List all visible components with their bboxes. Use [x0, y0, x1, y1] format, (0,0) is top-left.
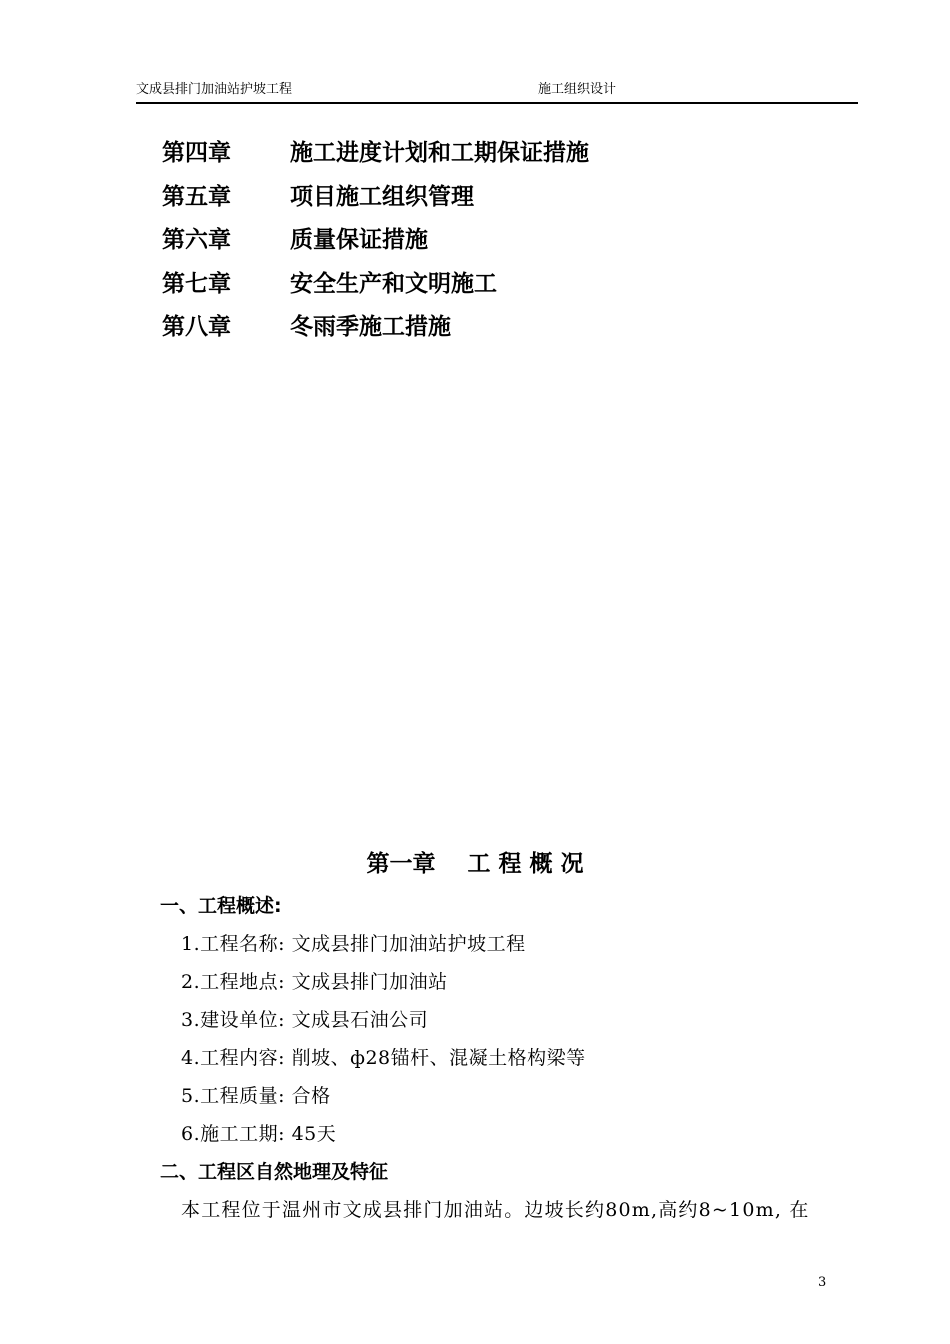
- toc-chapter-number: 第八章: [162, 314, 231, 340]
- toc-chapter-title: 项目施工组织管理: [290, 183, 474, 210]
- table-of-contents: [162, 134, 589, 352]
- toc-chapter-number: 第七章: [162, 270, 231, 297]
- toc-chapter-title: 质量保证措施: [290, 227, 428, 253]
- toc-entry: [162, 134, 589, 178]
- overview-item: 5.工程质量: 合格: [181, 1085, 331, 1107]
- section-heading-geography: 二、工程区自然地理及特征: [160, 1161, 389, 1183]
- toc-chapter-number: 第六章: [162, 227, 231, 253]
- overview-item: 4.工程内容: 削坡、ф28锚杆、混凝土格构梁等: [181, 1047, 586, 1069]
- chapter-heading: 第一章 工 程 概 况: [366, 851, 584, 877]
- overview-item: 1.工程名称: 文成县排门加油站护坡工程: [181, 933, 526, 955]
- toc-chapter-title: 冬雨季施工措施: [290, 314, 451, 340]
- page-number: 3: [818, 1275, 827, 1290]
- toc-entry: [162, 265, 589, 309]
- header-project-name: 文成县排门加油站护坡工程: [136, 82, 293, 97]
- toc-chapter-number: 第四章: [162, 140, 231, 166]
- section-heading-overview: 一、工程概述:: [160, 895, 282, 917]
- toc-chapter-number: 第五章: [162, 183, 231, 210]
- overview-item: 2.工程地点: 文成县排门加油站: [181, 971, 448, 993]
- overview-item: 6.施工工期: 45天: [181, 1123, 337, 1145]
- toc-entry: [162, 308, 589, 352]
- body-paragraph: 本工程位于温州市文成县排门加油站。边坡长约80m,高约8~10m, 在: [181, 1199, 810, 1221]
- toc-entry: [162, 178, 589, 222]
- toc-chapter-title: 安全生产和文明施工: [290, 270, 497, 297]
- toc-entry: [162, 221, 589, 265]
- toc-chapter-title: 施工进度计划和工期保证措施: [290, 140, 589, 166]
- page-header: [136, 80, 858, 104]
- overview-item: 3.建设单位: 文成县石油公司: [181, 1009, 429, 1031]
- header-doc-type: 施工组织设计: [538, 82, 617, 97]
